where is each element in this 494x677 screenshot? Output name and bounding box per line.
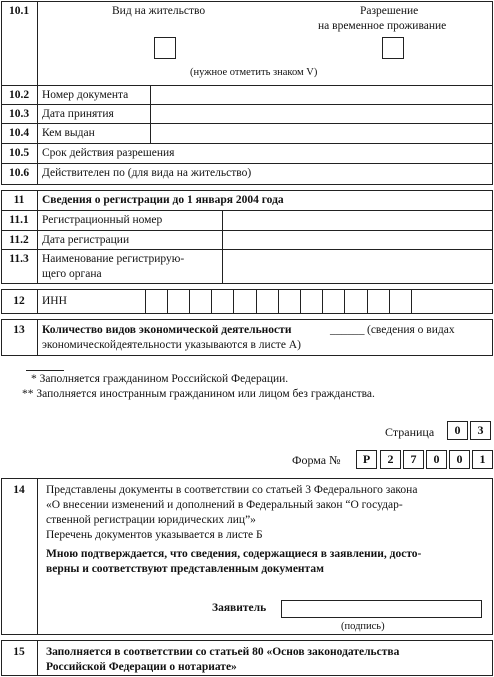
inn-cell-divider — [145, 289, 146, 314]
activity-count-note: экономическойдеятельности указываются в листе А) — [42, 339, 301, 351]
inn-cell-divider — [189, 289, 190, 314]
inn-label: ИНН — [42, 295, 67, 307]
inn-cell-divider — [211, 289, 212, 314]
inn-cell-divider — [367, 289, 368, 314]
notary-text: Российской Федерации о нотариате» — [46, 661, 237, 673]
page-digit: 0 — [447, 421, 468, 440]
documents-text: Перечень документов указывается в листе Б — [46, 529, 263, 541]
document-number-label: Номер документа — [42, 89, 129, 101]
row-number: 10.3 — [8, 108, 30, 120]
documents-text: ственной регистрации юридических лиц”» — [46, 514, 256, 526]
divider — [1, 104, 493, 105]
issued-by-label: Кем выдан — [42, 127, 95, 139]
row-number: 10.5 — [8, 147, 30, 159]
inn-cell-divider — [344, 289, 345, 314]
section-11-title: Сведения о регистрации до 1 января 2004 года — [42, 194, 284, 206]
footnote-2: ** Заполняется иностранным гражданином или лицом без гражданства. — [22, 388, 375, 400]
divider — [37, 289, 38, 314]
row-number: 11.3 — [9, 253, 29, 265]
notary-text: Заполняется в соответствии со статьей 80 «Основ законодательства — [46, 646, 400, 658]
divider — [1, 230, 493, 231]
temp-residence-label: Разрешение — [360, 5, 419, 17]
row-number: 10.2 — [8, 89, 30, 101]
inn-cell-divider — [233, 289, 234, 314]
row-number: 11 — [13, 194, 25, 206]
signature-caption: (подпись) — [341, 621, 385, 632]
row-number: 15 — [13, 646, 25, 658]
divider — [1, 143, 493, 144]
registering-authority-label: Наименование регистрирую- — [42, 253, 185, 265]
row-number: 11.2 — [9, 234, 29, 246]
confirmation-text: верны и соответствуют представленным документам — [46, 563, 324, 575]
inn-cell-divider — [389, 289, 390, 314]
row-number: 10.1 — [8, 5, 30, 17]
form-digit: 0 — [449, 450, 470, 469]
residence-permit-checkbox[interactable] — [154, 37, 176, 59]
registration-number-label: Регистрационный номер — [42, 214, 163, 226]
activity-count-note: (сведения о видах — [367, 324, 455, 336]
signature-field[interactable] — [281, 600, 482, 618]
divider — [37, 190, 38, 284]
form-digit: 1 — [472, 450, 493, 469]
registration-date-label: Дата регистрации — [42, 234, 130, 246]
registering-authority-label: щего органа — [42, 268, 102, 280]
section-12-table — [1, 289, 493, 314]
activity-count-label: Количество видов экономической деятельности — [42, 324, 292, 336]
form-label: Форма № — [292, 453, 341, 467]
activity-count-blank: ______ — [330, 324, 365, 336]
form-digit: 2 — [380, 450, 401, 469]
divider — [1, 123, 493, 124]
divider — [37, 478, 38, 635]
inn-cell-divider — [256, 289, 257, 314]
permit-term-label: Срок действия разрешения — [42, 147, 175, 159]
form-digit: 0 — [426, 450, 447, 469]
documents-text: Представлены документы в соответствии со статьей 3 Федерального закона — [46, 484, 418, 496]
inn-cell-divider — [278, 289, 279, 314]
check-note: (нужное отметить знаком V) — [190, 67, 318, 78]
row-number: 10.4 — [8, 127, 30, 139]
inn-cell-divider — [411, 289, 412, 314]
footnote-rule — [26, 370, 64, 371]
divider — [37, 319, 38, 356]
form-digit: Р — [356, 450, 377, 469]
divider — [1, 163, 493, 164]
divider — [1, 85, 493, 86]
divider — [222, 210, 223, 284]
temp-residence-label: на временное проживание — [318, 20, 447, 32]
documents-text: «О внесении изменений и дополнений в Федеральный закон “О государ- — [46, 499, 403, 511]
divider — [37, 640, 38, 676]
acceptance-date-label: Дата принятия — [42, 108, 114, 120]
divider — [1, 249, 493, 250]
inn-cell-divider — [322, 289, 323, 314]
residence-permit-label: Вид на жительство — [112, 5, 206, 17]
row-number: 13 — [13, 324, 25, 336]
applicant-label: Заявитель — [212, 602, 267, 614]
inn-cell-divider — [300, 289, 301, 314]
row-number: 14 — [13, 484, 25, 496]
form-digit: 7 — [403, 450, 424, 469]
temp-residence-checkbox[interactable] — [382, 37, 404, 59]
confirmation-text: Мною подтверждается, что сведения, содержащиеся в заявлении, досто- — [46, 548, 422, 560]
row-number: 10.6 — [8, 167, 30, 179]
divider — [150, 85, 151, 143]
valid-until-label: Действителен по (для вида на жительство) — [42, 167, 252, 179]
inn-cell-divider — [167, 289, 168, 314]
footnote-1: * Заполняется гражданином Российской Федерации. — [31, 373, 289, 385]
row-number: 12 — [13, 295, 25, 307]
divider — [1, 210, 493, 211]
row-number: 11.1 — [9, 214, 29, 226]
page-label: Страница — [385, 425, 435, 439]
page-digit: 3 — [470, 421, 491, 440]
divider — [37, 1, 38, 185]
